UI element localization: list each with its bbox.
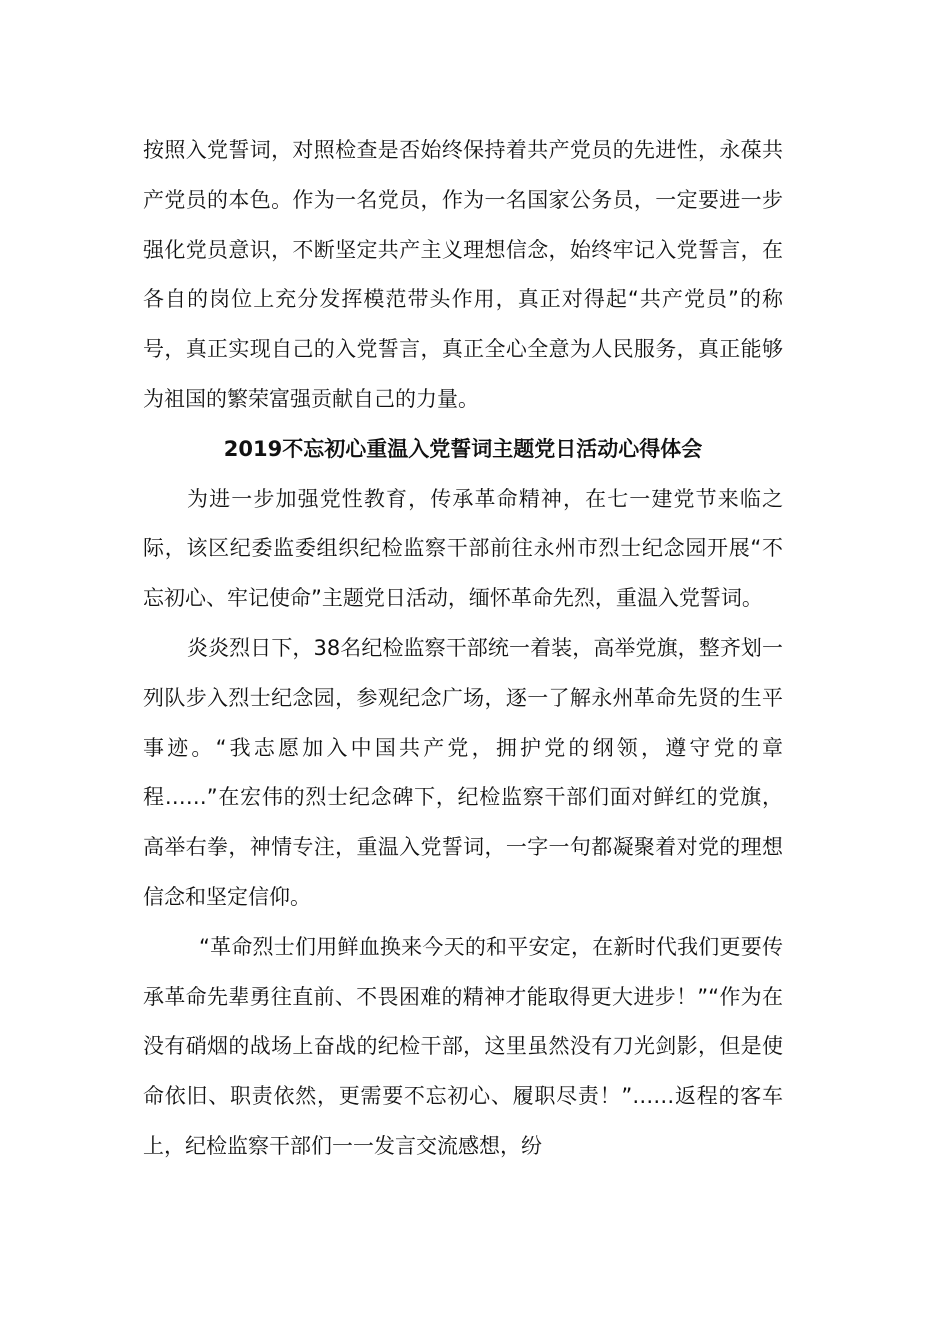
document-page [143,126,783,1172]
body-paragraph-3: “革命烈士们用鲜血换来今天的和平安定，在新时代我们更要传承革命先辈勇往直前、不畏困难的精神才能取得更大进步！”“作为在没有硝烟的战场上奋战的纪检干部，这里虽然没有刀光剑影，但是使命依旧、职责依然，更需要不忘初心、履职尽责！”……返程的客车上，纪检监察干部们一一发言交流感想，纷 [143,934,783,1158]
body-paragraph-1: 为进一步加强党性教育，传承革命精神，在七一建党节来临之际，该区纪委监委组织纪检监察干部前往永州市烈士纪念园开展“不忘初心、牢记使命”主题党日活动，缅怀革命先烈，重温入党誓词。 [143,486,783,611]
body-paragraph-2: 炎炎烈日下，38名纪检监察干部统一着装，高举党旗，整齐划一列队步入烈士纪念园，参观纪念广场，逐一了解永州革命先贤的生平事迹。“我志愿加入中国共产党，拥护党的纲领，遵守党的章程……”在宏伟的烈士纪念碑下，纪检监察干部们面对鲜红的党旗，高举右拳，神情专注，重温入党誓词，一字一句都凝聚着对党的理想信念和坚定信仰。 [143,635,783,909]
opening-paragraph: 按照入党誓词，对照检查是否始终保持着共产党员的先进性，永葆共产党员的本色。作为一名党员，作为一名国家公务员，一定要进一步强化党员意识，不断坚定共产主义理想信念，始终牢记入党誓言，在各自的岗位上充分发挥模范带头作用，真正对得起“共产党员”的称号，真正实现自己的入党誓言，真正全心全意为人民服务，真正能够为祖国的繁荣富强贡献自己的力量。 [143,138,783,411]
section-heading: 2019不忘初心重温入党誓词主题党日活动心得体会 [223,436,703,461]
